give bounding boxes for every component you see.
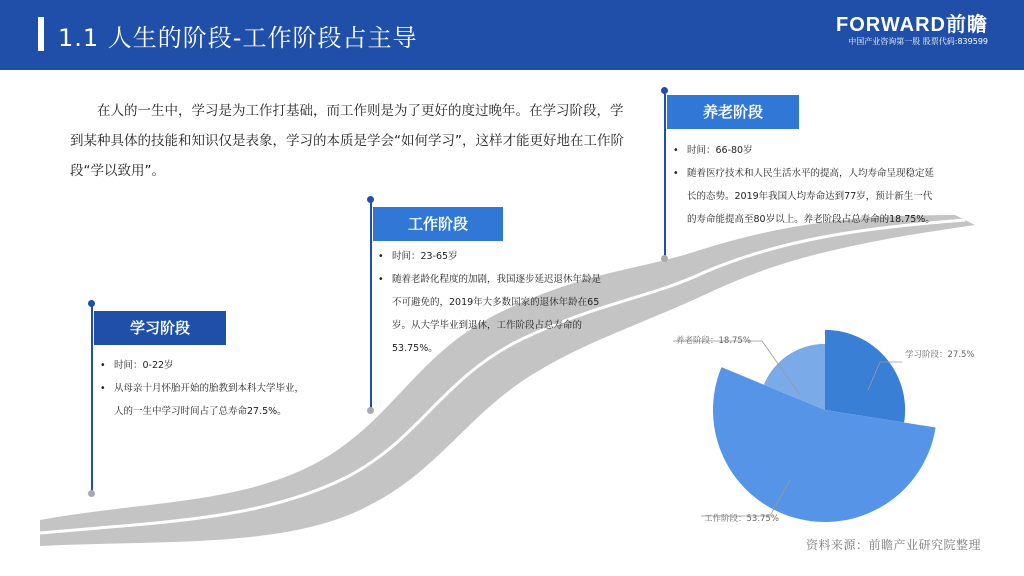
stage-label-work: 工作阶段 <box>373 207 503 241</box>
source-note: 资料来源：前瞻产业研究院整理 <box>806 538 982 552</box>
rose-slice-study <box>825 330 905 423</box>
intro-paragraph: 在人的一生中，学习是为工作打基础，而工作则是为了更好的度过晚年。在学习阶段，学到某种具体的技能和知识仅是表象，学习的本质是学会“如何学习”，这样才能更好地在工作阶段“学以致用”。 <box>70 103 624 179</box>
page-title: 1.1 人生的阶段-工作阶段占主导 <box>58 24 418 52</box>
stage-label-study: 学习阶段 <box>94 311 226 345</box>
work-description: • 随着老龄化程度的加剧，我国逐步延迟退休年龄是不可避免的，2019年大多数国家的退休年龄在65岁。从大学毕业到退休，工作阶段占总寿命的53.75%。 <box>378 268 608 360</box>
study-time: • 时间：0-22岁 <box>100 354 305 377</box>
rose-label-study: 学习阶段：27.5% <box>905 350 975 360</box>
study-description: • 从母亲十月怀胎开始的胎教到本科大学毕业，人的一生中学习时间占了总寿命27.5%。 <box>100 377 305 423</box>
stage-label-retire: 养老阶段 <box>667 95 799 129</box>
work-time: • 时间：23-65岁 <box>378 245 608 268</box>
retire-description: • 随着医疗技术和人民生活水平的提高，人均寿命呈现稳定延长的态势。2019年我国人均寿命达到77岁，预计新生一代的寿命能提高至80岁以上。养老阶段占总寿命的18.75%。 <box>673 162 938 231</box>
rose-label-retire: 养老阶段：18.75% <box>676 336 751 346</box>
retire-time: • 时间：66-80岁 <box>673 139 938 162</box>
brand-logo-text: FORWARD前瞻 <box>836 14 988 36</box>
brand-tagline: 中国产业咨询第一股 股票代码:839599 <box>848 37 988 46</box>
rose-label-work: 工作阶段：53.75% <box>704 514 779 524</box>
